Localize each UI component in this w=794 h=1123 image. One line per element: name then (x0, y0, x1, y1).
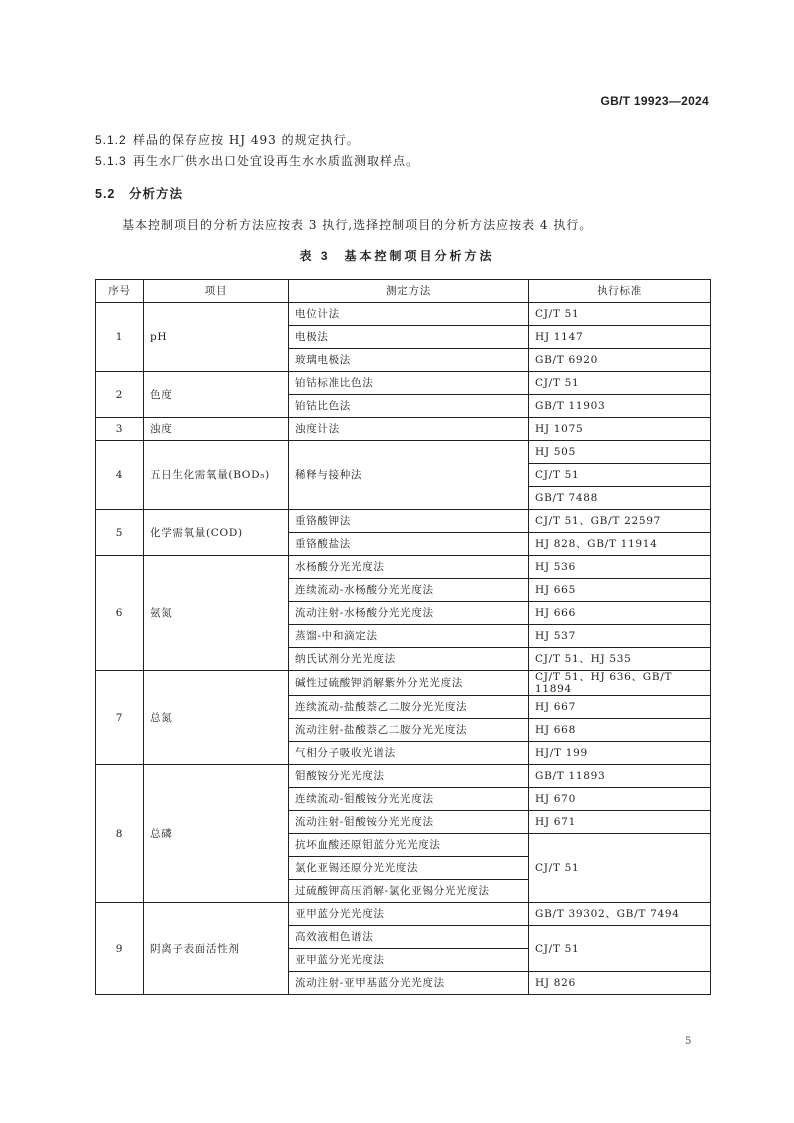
method-cell: 氯化亚锡还原分光光度法 (289, 857, 529, 880)
standard-cell: HJ 1075 (529, 418, 711, 441)
table-row (96, 372, 711, 395)
item-name: 浊度 (144, 418, 289, 441)
method-cell: 铂钴标准比色法 (289, 372, 529, 395)
row-number: 3 (96, 418, 144, 441)
method-cell: 蒸馏-中和滴定法 (289, 625, 529, 648)
method-cell: 铂钴比色法 (289, 395, 529, 418)
item-name: 总氮 (144, 671, 289, 765)
item-name: 总磷 (144, 765, 289, 903)
table-row (96, 510, 711, 533)
section-heading (95, 184, 183, 202)
body-paragraph: 基本控制项目的分析方法应按表 3 执行,选择控制项目的分析方法应按表 4 执行。 (122, 218, 593, 232)
standard-cell: GB/T 39302、GB/T 7494 (529, 903, 711, 926)
table-row (96, 441, 711, 464)
clause-text: 样品的保存应按 HJ 493 的规定执行。 (133, 133, 360, 147)
row-number: 8 (96, 765, 144, 903)
row-number: 5 (96, 510, 144, 556)
method-cell: 重铬酸钾法 (289, 510, 529, 533)
standard-cell: HJ 505 (529, 441, 711, 464)
standard-cell: HJ 666 (529, 602, 711, 625)
method-cell: 碱性过硫酸钾消解紫外分光光度法 (289, 671, 529, 696)
standard-cell: HJ 668 (529, 719, 711, 742)
standard-cell: HJ 1147 (529, 326, 711, 349)
method-cell: 钼酸铵分光光度法 (289, 765, 529, 788)
method-cell: 稀释与接种法 (289, 441, 529, 510)
clause-number: 5.1.3 (95, 154, 127, 168)
method-cell: 亚甲蓝分光光度法 (289, 949, 529, 972)
table-header-row (96, 280, 711, 303)
item-name: pH (144, 303, 289, 372)
clause-number: 5.1.2 (95, 133, 127, 147)
table-row (96, 903, 711, 926)
method-cell: 玻璃电极法 (289, 349, 529, 372)
standard-cell: HJ 536 (529, 556, 711, 579)
clause-5-1-3 (95, 152, 419, 169)
method-cell: 流动注射-钼酸铵分光光度法 (289, 811, 529, 834)
method-cell: 电极法 (289, 326, 529, 349)
row-number: 6 (96, 556, 144, 671)
standard-cell: GB/T 6920 (529, 349, 711, 372)
method-cell: 连续流动-盐酸萘乙二胺分光光度法 (289, 696, 529, 719)
method-cell: 电位计法 (289, 303, 529, 326)
standard-cell: CJ/T 51 (529, 926, 711, 972)
standard-cell: HJ 667 (529, 696, 711, 719)
item-name: 五日生化需氧量(BOD₅) (144, 441, 289, 510)
method-cell: 抗坏血酸还原钼蓝分光光度法 (289, 834, 529, 857)
method-cell: 浊度计法 (289, 418, 529, 441)
item-name: 化学需氧量(COD) (144, 510, 289, 556)
standard-cell: CJ/T 51 (529, 303, 711, 326)
standard-cell: HJ 828、GB/T 11914 (529, 533, 711, 556)
standard-cell: CJ/T 51 (529, 372, 711, 395)
table-title (0, 247, 794, 264)
row-number: 4 (96, 441, 144, 510)
method-cell: 流动注射-水杨酸分光光度法 (289, 602, 529, 625)
clause-text: 再生水厂供水出口处宜设再生水水质监测取样点。 (133, 154, 420, 168)
table-row (96, 556, 711, 579)
method-cell: 流动注射-盐酸萘乙二胺分光光度法 (289, 719, 529, 742)
standard-cell: HJ 665 (529, 579, 711, 602)
standard-cell: GB/T 11903 (529, 395, 711, 418)
standard-cell: GB/T 11893 (529, 765, 711, 788)
method-cell: 重铬酸盐法 (289, 533, 529, 556)
standard-cell: HJ 671 (529, 811, 711, 834)
clause-5-1-2 (95, 131, 360, 148)
standard-cell: HJ 670 (529, 788, 711, 811)
item-name: 氨氮 (144, 556, 289, 671)
table-row (96, 671, 711, 696)
row-number: 2 (96, 372, 144, 418)
standard-cell: CJ/T 51、HJ 636、GB/T 11894 (529, 671, 711, 696)
standard-cell: CJ/T 51 (529, 464, 711, 487)
method-cell: 亚甲蓝分光光度法 (289, 903, 529, 926)
method-cell: 水杨酸分光光度法 (289, 556, 529, 579)
row-number: 7 (96, 671, 144, 765)
standard-code: GB/T 19923—2024 (600, 94, 709, 108)
standard-cell: HJ 537 (529, 625, 711, 648)
method-cell: 流动注射-亚甲基蓝分光光度法 (289, 972, 529, 995)
section-title: 分析方法 (129, 187, 184, 201)
item-name: 色度 (144, 372, 289, 418)
standard-cell: CJ/T 51、GB/T 22597 (529, 510, 711, 533)
item-name: 阴离子表面活性剂 (144, 903, 289, 995)
section-number: 5.2 (95, 187, 116, 201)
method-cell: 纳氏试剂分光光度法 (289, 648, 529, 671)
table-row (96, 418, 711, 441)
header-cell: 执行标准 (529, 280, 711, 303)
header-cell: 项目 (144, 280, 289, 303)
standard-cell: CJ/T 51 (529, 834, 711, 903)
method-cell: 连续流动-钼酸铵分光光度法 (289, 788, 529, 811)
row-number: 1 (96, 303, 144, 372)
page-number: 5 (685, 1036, 692, 1047)
table-row (96, 765, 711, 788)
method-cell: 气相分子吸收光谱法 (289, 742, 529, 765)
row-number: 9 (96, 903, 144, 995)
table-label: 表 3 (299, 249, 331, 263)
standard-cell: CJ/T 51、HJ 535 (529, 648, 711, 671)
table-title-text: 基本控制项目分析方法 (344, 249, 495, 263)
method-cell: 过硫酸钾高压消解-氯化亚锡分光光度法 (289, 880, 529, 903)
method-cell: 连续流动-水杨酸分光光度法 (289, 579, 529, 602)
table-row (96, 303, 711, 326)
analysis-methods-table (95, 279, 711, 995)
standard-cell: HJ/T 199 (529, 742, 711, 765)
standard-cell: HJ 826 (529, 972, 711, 995)
header-cell: 测定方法 (289, 280, 529, 303)
standard-cell: GB/T 7488 (529, 487, 711, 510)
method-cell: 高效液相色谱法 (289, 926, 529, 949)
header-cell: 序号 (96, 280, 144, 303)
